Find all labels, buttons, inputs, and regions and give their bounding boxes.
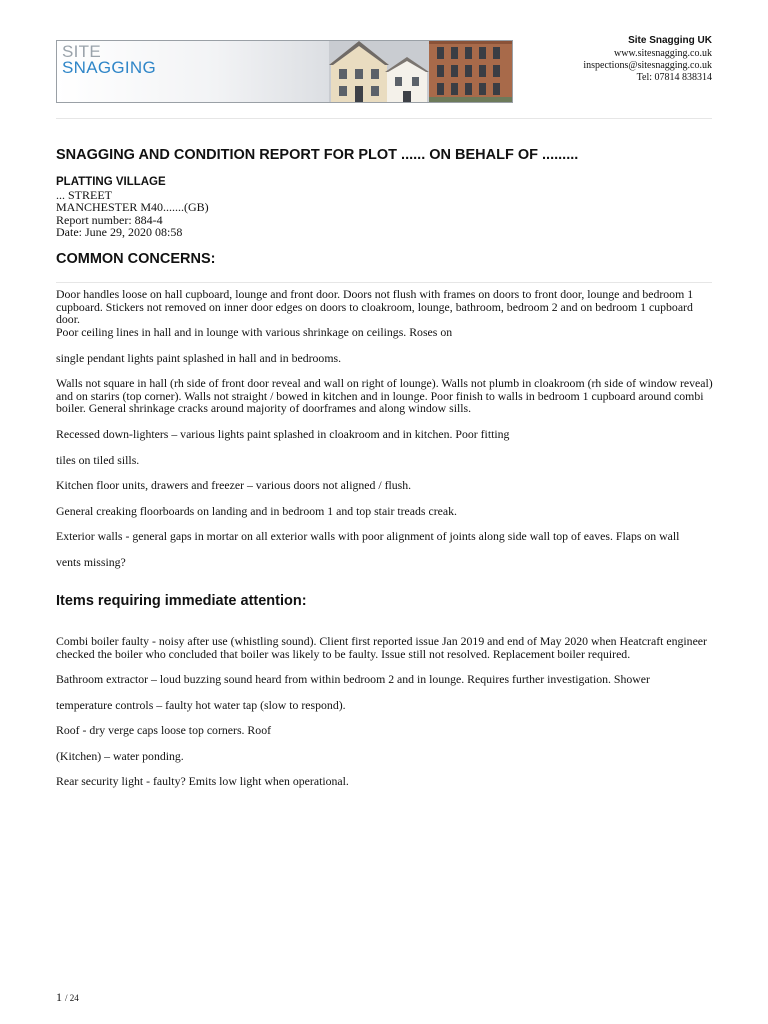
page-total: / 24 (65, 993, 79, 1003)
city-line: MANCHESTER M40.......(GB) (56, 200, 209, 215)
header-banner (56, 40, 513, 103)
concern-paragraph: vents missing? (56, 555, 126, 569)
section-divider (56, 282, 712, 283)
email-link[interactable]: inspections@sitesnagging.co.uk (583, 60, 712, 71)
attention-paragraph: Combi boiler faulty - noisy after use (whistling sound). Client first reported issue Jan 2019 and end of May 2020 when Heatcraft engineer checked the boiler who concluded that boiler was likely to be faulty. Issue still not resolved. Replacement boiler required. (56, 634, 707, 661)
header-divider (56, 118, 712, 119)
phone-number: Tel: 07814 838314 (636, 72, 712, 83)
concern-paragraph: single pendant lights paint splashed in hall and in bedrooms. (56, 351, 342, 365)
report-date: Date: June 29, 2020 08:58 (56, 224, 183, 239)
attention-paragraph: temperature controls – faulty hot water tap (slow to respond). (56, 698, 346, 712)
concern-paragraph: Poor ceiling lines in hall and in lounge with various shrinkage on ceilings. Roses on (56, 325, 453, 339)
page-counter (56, 990, 79, 1005)
attention-paragraph: Rear security light - faulty? Emits low light when operational. (56, 774, 349, 788)
attention-paragraph: (Kitchen) – water ponding. (56, 749, 184, 763)
report-number: Report number: 884-4 (56, 212, 163, 227)
concern-paragraph: General creaking floorboards on landing and in bedroom 1 and top stair treads creak. (56, 504, 457, 518)
immediate-attention-heading: Items requiring immediate attention: (56, 593, 307, 609)
attention-paragraph: Roof - dry verge caps loose top corners. Roof (56, 723, 272, 737)
company-name: Site Snagging UK (628, 35, 712, 46)
page-number: 1 (56, 990, 62, 1004)
attention-paragraph: Bathroom extractor – loud buzzing sound heard from within bedroom 2 and in lounge. Requires further investigation. Shower (56, 672, 650, 686)
concern-paragraph: Kitchen floor units, drawers and freezer – various doors not aligned / flush. (56, 478, 412, 492)
concern-paragraph: Exterior walls - general gaps in mortar on all exterior walls with poor alignment of joints along side wall top of eaves. Flaps on wall (56, 529, 680, 543)
logo-text-site: SITE (62, 42, 101, 61)
contact-info (583, 35, 712, 84)
village-name: PLATTING VILLAGE (56, 176, 166, 188)
concern-paragraph: Recessed down-lighters – various lights paint splashed in cloakroom and in kitchen. Poor fitting (56, 427, 510, 441)
website-link[interactable]: www.sitesnagging.co.uk (614, 48, 712, 59)
logo-text-snagging: SNAGGING (62, 58, 157, 77)
building-photo (329, 41, 513, 103)
report-title: SNAGGING AND CONDITION REPORT FOR PLOT ...... ON BEHALF OF ......... (56, 147, 579, 163)
site-snagging-logo (62, 44, 156, 76)
concern-paragraph: Door handles loose on hall cupboard, lounge and front door. Doors not flush with frames on doors to front door, lounge and bedroom 1 cupboard. Stickers not removed on inner door edges on doors to cloakroom, lounge, bathroom, bedroom 2 and on bedroom 1 cupboard door. (56, 287, 694, 327)
concern-paragraph: Walls not square in hall (rh side of front door reveal and wall on right of lounge). Walls not plumb in cloakroom (rh side of window reveal) and on starirs (top corner). Walls not straight / bowed in kitchen and in lounge. Poor finish to walls in bedroom 1 cupboard around combi boiler. General shrinkage cracks around majority of doorframes and along window sills. (56, 376, 713, 416)
concern-paragraph: tiles on tiled sills. (56, 453, 140, 467)
property-address (56, 176, 209, 238)
street-line: ... STREET (56, 188, 112, 203)
common-concerns-heading: COMMON CONCERNS: (56, 251, 216, 267)
